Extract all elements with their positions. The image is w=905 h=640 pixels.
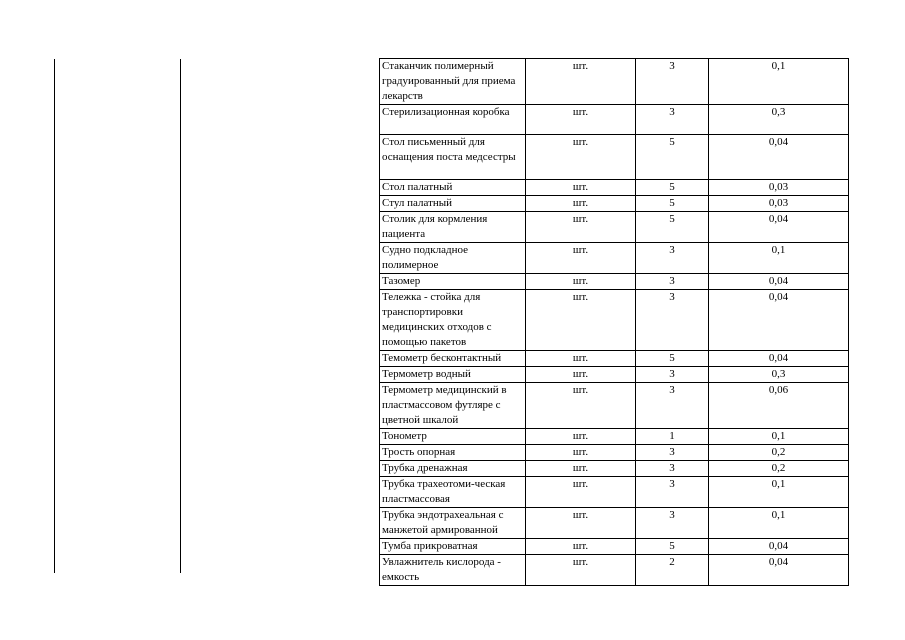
item-ratio-cell: 0,2 [709, 461, 849, 477]
item-name-cell: Стаканчик полимерный градуированный для приема лекарств [380, 59, 526, 105]
equipment-table [379, 58, 849, 586]
table-row [380, 539, 849, 555]
item-quantity-cell: 5 [636, 539, 709, 555]
item-name-cell: Трубка трахеотоми-ческая пластмассовая [380, 477, 526, 508]
item-quantity-cell: 3 [636, 445, 709, 461]
equipment-table-body [380, 59, 849, 586]
table-row [380, 445, 849, 461]
item-ratio-cell: 0,3 [709, 105, 849, 135]
item-unit-cell: шт. [526, 105, 636, 135]
item-unit-cell: шт. [526, 243, 636, 274]
left-column-border-2 [180, 59, 181, 573]
table-row [380, 429, 849, 445]
item-unit-cell: шт. [526, 135, 636, 180]
left-column-border-1 [54, 59, 55, 573]
item-name-cell: Стул палатный [380, 196, 526, 212]
item-quantity-cell: 3 [636, 461, 709, 477]
item-unit-cell: шт. [526, 555, 636, 586]
item-ratio-cell: 0,1 [709, 243, 849, 274]
item-name-cell: Судно подкладное полимерное [380, 243, 526, 274]
item-quantity-cell: 5 [636, 212, 709, 243]
item-ratio-cell: 0,03 [709, 196, 849, 212]
item-name-cell: Столик для кормления пациента [380, 212, 526, 243]
item-unit-cell: шт. [526, 429, 636, 445]
item-ratio-cell: 0,04 [709, 555, 849, 586]
item-unit-cell: шт. [526, 351, 636, 367]
item-unit-cell: шт. [526, 461, 636, 477]
item-name-cell: Увлажнитель кислорода - емкость [380, 555, 526, 586]
item-quantity-cell: 1 [636, 429, 709, 445]
item-unit-cell: шт. [526, 508, 636, 539]
item-ratio-cell: 0,1 [709, 429, 849, 445]
item-ratio-cell: 0,04 [709, 135, 849, 180]
item-unit-cell: шт. [526, 180, 636, 196]
item-name-cell: Тонометр [380, 429, 526, 445]
item-unit-cell: шт. [526, 212, 636, 243]
item-ratio-cell: 0,06 [709, 383, 849, 429]
item-quantity-cell: 3 [636, 59, 709, 105]
item-name-cell: Трубка дренажная [380, 461, 526, 477]
item-quantity-cell: 3 [636, 383, 709, 429]
table-row [380, 59, 849, 105]
item-name-cell: Трость опорная [380, 445, 526, 461]
item-unit-cell: шт. [526, 196, 636, 212]
item-name-cell: Трубка эндотрахеальная с манжетой армированной [380, 508, 526, 539]
item-name-cell: Тумба прикроватная [380, 539, 526, 555]
table-row [380, 555, 849, 586]
table-row [380, 135, 849, 180]
item-ratio-cell: 0,03 [709, 180, 849, 196]
table-row [380, 196, 849, 212]
table-row [380, 274, 849, 290]
table-row [380, 477, 849, 508]
table-row [380, 212, 849, 243]
item-quantity-cell: 3 [636, 105, 709, 135]
table-row [380, 180, 849, 196]
item-name-cell: Термометр водный [380, 367, 526, 383]
item-ratio-cell: 0,1 [709, 477, 849, 508]
item-unit-cell: шт. [526, 59, 636, 105]
item-name-cell: Тележка - стойка для транспортировки медицинских отходов с помощью пакетов [380, 290, 526, 351]
item-ratio-cell: 0,04 [709, 351, 849, 367]
item-name-cell: Темометр бесконтактный [380, 351, 526, 367]
item-unit-cell: шт. [526, 477, 636, 508]
item-quantity-cell: 3 [636, 243, 709, 274]
item-ratio-cell: 0,1 [709, 508, 849, 539]
item-ratio-cell: 0,04 [709, 274, 849, 290]
item-name-cell: Стол палатный [380, 180, 526, 196]
table-row [380, 461, 849, 477]
item-quantity-cell: 3 [636, 508, 709, 539]
item-ratio-cell: 0,2 [709, 445, 849, 461]
item-unit-cell: шт. [526, 367, 636, 383]
item-quantity-cell: 3 [636, 290, 709, 351]
table-row [380, 105, 849, 135]
item-quantity-cell: 5 [636, 135, 709, 180]
item-quantity-cell: 5 [636, 196, 709, 212]
item-ratio-cell: 0,3 [709, 367, 849, 383]
item-quantity-cell: 2 [636, 555, 709, 586]
table-row [380, 367, 849, 383]
item-quantity-cell: 3 [636, 477, 709, 508]
item-unit-cell: шт. [526, 539, 636, 555]
item-ratio-cell: 0,04 [709, 212, 849, 243]
table-row [380, 351, 849, 367]
item-unit-cell: шт. [526, 383, 636, 429]
item-quantity-cell: 3 [636, 367, 709, 383]
item-unit-cell: шт. [526, 274, 636, 290]
table-row [380, 508, 849, 539]
item-unit-cell: шт. [526, 290, 636, 351]
item-ratio-cell: 0,04 [709, 539, 849, 555]
item-ratio-cell: 0,1 [709, 59, 849, 105]
item-name-cell: Стерилизационная коробка [380, 105, 526, 135]
item-quantity-cell: 5 [636, 180, 709, 196]
table-row [380, 383, 849, 429]
table-row [380, 243, 849, 274]
item-name-cell: Термометр медицинский в пластмассовом футляре с цветной шкалой [380, 383, 526, 429]
item-name-cell: Стол письменный для оснащения поста медсестры [380, 135, 526, 180]
item-unit-cell: шт. [526, 445, 636, 461]
table-row [380, 290, 849, 351]
item-name-cell: Тазомер [380, 274, 526, 290]
item-ratio-cell: 0,04 [709, 290, 849, 351]
item-quantity-cell: 3 [636, 274, 709, 290]
item-quantity-cell: 5 [636, 351, 709, 367]
